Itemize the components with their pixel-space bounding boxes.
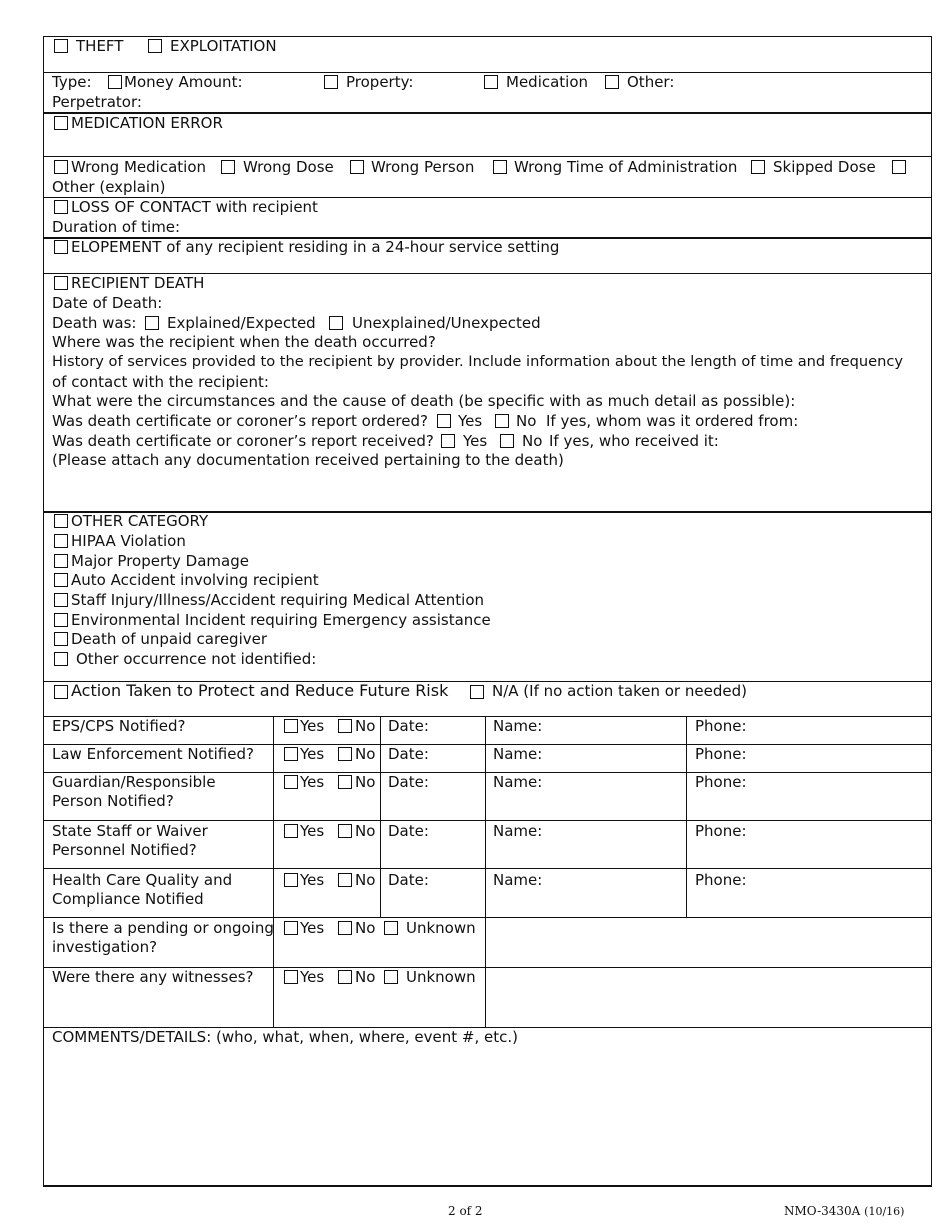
law-enforcement-label: Law Enforcement Notified? (52, 745, 254, 763)
form-revision: (10/16) (864, 1205, 905, 1218)
elopement-checkbox[interactable] (54, 240, 68, 254)
investigation-yes-checkbox[interactable] (284, 921, 298, 935)
na-label: N/A (If no action taken or needed) (492, 682, 747, 700)
other-occurrence-checkbox[interactable] (54, 652, 68, 666)
phone-label: Phone: (695, 822, 747, 840)
divider (43, 917, 932, 918)
date-label: Date: (388, 822, 429, 840)
loss-of-contact-title (71, 198, 318, 216)
explained-label: Explained/Expected (167, 314, 316, 332)
table-col-line (380, 716, 381, 917)
property-checkbox[interactable] (324, 75, 338, 89)
no-label: No (355, 871, 376, 889)
yes-label: Yes (300, 822, 325, 840)
no-label: No (355, 919, 376, 937)
theft-label: THEFT (76, 37, 124, 55)
action-taken-label: Action Taken to Protect and Reduce Future Risk (71, 681, 449, 700)
caregiver-death-checkbox[interactable] (54, 632, 68, 646)
other-explain-checkbox[interactable] (892, 160, 906, 174)
divider (43, 156, 932, 157)
comments-label: COMMENTS/DETAILS: (52, 1028, 212, 1046)
date-label: Date: (388, 871, 429, 889)
divider (43, 820, 932, 821)
comments-title (52, 1028, 518, 1046)
no-label: No (355, 968, 376, 986)
medication-label: Medication (506, 73, 589, 91)
recipient-death-title: RECIPIENT DEATH (71, 274, 205, 292)
eps-cps-label: EPS/CPS Notified? (52, 717, 186, 735)
staff-injury-label: Staff Injury/Illness/Accident requiring Medical Attention (71, 591, 484, 609)
state-staff-label: State Staff or Waiver (52, 822, 208, 840)
investigation-unknown-checkbox[interactable] (384, 921, 398, 935)
name-label: Name: (493, 773, 543, 791)
other-checkbox[interactable] (605, 75, 619, 89)
perpetrator-label: Perpetrator: (52, 93, 142, 111)
hcqc-no-checkbox[interactable] (338, 873, 352, 887)
yes-label: Yes (300, 745, 325, 763)
wrong-medication-label: Wrong Medication (71, 158, 206, 176)
table-col-line (273, 716, 274, 1027)
environmental-checkbox[interactable] (54, 613, 68, 627)
money-checkbox[interactable] (108, 75, 122, 89)
ordered-from-label: If yes, whom was it ordered from: (546, 412, 799, 430)
name-label: Name: (493, 871, 543, 889)
phone-label: Phone: (695, 717, 747, 735)
property-damage-checkbox[interactable] (54, 554, 68, 568)
medication-error-checkbox[interactable] (54, 116, 68, 130)
investigation-label: Is there a pending or ongoing (52, 919, 274, 937)
yes-label: Yes (300, 919, 325, 937)
history-question-cont: of contact with the recipient: (52, 373, 269, 391)
hipaa-label: HIPAA Violation (71, 532, 186, 550)
elopement-title (71, 238, 559, 256)
no-label: No (355, 717, 376, 735)
guardian-yes-checkbox[interactable] (284, 775, 298, 789)
no-label: No (355, 773, 376, 791)
property-damage-label: Major Property Damage (71, 552, 249, 570)
environmental-label: Environmental Incident requiring Emergency assistance (71, 611, 491, 629)
eps-yes-checkbox[interactable] (284, 719, 298, 733)
cert-ordered-question: Was death certificate or coroner’s report ordered? (52, 412, 428, 430)
other-category-title: OTHER CATEGORY (71, 512, 209, 530)
investigation-no-checkbox[interactable] (338, 921, 352, 935)
skipped-dose-checkbox[interactable] (751, 160, 765, 174)
cert-received-no-label: No (522, 432, 543, 450)
cert-ordered-yes-checkbox[interactable] (437, 414, 451, 428)
history-question: History of services provided to the recipient by provider. Include information about the length of time and frequency (52, 353, 904, 370)
elopement-label: ELOPEMENT (71, 238, 162, 256)
state-no-checkbox[interactable] (338, 824, 352, 838)
law-yes-checkbox[interactable] (284, 747, 298, 761)
yes-label: Yes (300, 968, 325, 986)
table-col-line (686, 716, 687, 917)
wrong-time-label: Wrong Time of Administration (514, 158, 738, 176)
unknown-label: Unknown (406, 968, 476, 986)
hcqc-label-cont: Compliance Notified (52, 890, 204, 908)
state-yes-checkbox[interactable] (284, 824, 298, 838)
unexplained-checkbox[interactable] (329, 316, 343, 330)
wrong-dose-label: Wrong Dose (243, 158, 334, 176)
cert-ordered-yes-label: Yes (458, 412, 483, 430)
type-label: Type: (52, 73, 92, 91)
elopement-suffix: of any recipient residing in a 24-hour service setting (166, 238, 560, 256)
date-label: Date: (388, 773, 429, 791)
phone-label: Phone: (695, 871, 747, 889)
received-by-label: If yes, who received it: (549, 432, 719, 450)
phone-label: Phone: (695, 745, 747, 763)
hcqc-label: Health Care Quality and (52, 871, 233, 889)
loss-of-contact-suffix: with recipient (215, 198, 318, 216)
wrong-person-checkbox[interactable] (350, 160, 364, 174)
unexplained-label: Unexplained/Unexpected (352, 314, 541, 332)
other-category-checkbox[interactable] (54, 514, 68, 528)
cert-received-question: Was death certificate or coroner’s report received? (52, 432, 434, 450)
name-label: Name: (493, 745, 543, 763)
other-label: Other: (627, 73, 675, 91)
no-label: No (355, 745, 376, 763)
duration-label: Duration of time: (52, 218, 181, 236)
loss-of-contact-label: LOSS OF CONTACT (71, 198, 211, 216)
other-explain-label: Other (explain) (52, 178, 166, 196)
eps-no-checkbox[interactable] (338, 719, 352, 733)
circumstances-question: What were the circumstances and the cause of death (be specific with as much detail as possible): (52, 392, 796, 410)
yes-label: Yes (300, 717, 325, 735)
yes-label: Yes (300, 871, 325, 889)
witnesses-yes-checkbox[interactable] (284, 970, 298, 984)
state-staff-label-cont: Personnel Notified? (52, 841, 197, 859)
explained-checkbox[interactable] (145, 316, 159, 330)
comments-area[interactable] (44, 1050, 931, 1184)
date-label: Date: (388, 717, 429, 735)
phone-label: Phone: (695, 773, 747, 791)
no-label: No (355, 822, 376, 840)
auto-accident-checkbox[interactable] (54, 573, 68, 587)
medication-checkbox[interactable] (484, 75, 498, 89)
yes-label: Yes (300, 773, 325, 791)
comments-hint: (who, what, when, where, event #, etc.) (216, 1028, 518, 1046)
caregiver-death-label: Death of unpaid caregiver (71, 630, 268, 648)
witnesses-unknown-checkbox[interactable] (384, 970, 398, 984)
wrong-medication-checkbox[interactable] (54, 160, 68, 174)
attach-note: (Please attach any documentation received pertaining to the death) (52, 451, 564, 469)
page-number: 2 of 2 (448, 1204, 483, 1218)
date-label: Date: (388, 745, 429, 763)
wrong-dose-checkbox[interactable] (221, 160, 235, 174)
cert-ordered-no-label: No (516, 412, 537, 430)
money-label: Money Amount: (124, 73, 243, 91)
recipient-death-checkbox[interactable] (54, 276, 68, 290)
auto-accident-label: Auto Accident involving recipient (71, 571, 319, 589)
table-col-line (485, 716, 486, 1027)
name-label: Name: (493, 717, 543, 735)
investigation-label-cont: investigation? (52, 938, 158, 956)
divider (43, 868, 932, 869)
witnesses-no-checkbox[interactable] (338, 970, 352, 984)
unknown-label: Unknown (406, 919, 476, 937)
guardian-no-checkbox[interactable] (338, 775, 352, 789)
witnesses-label: Were there any witnesses? (52, 968, 254, 986)
date-of-death-label: Date of Death: (52, 294, 163, 312)
medication-error-title: MEDICATION ERROR (71, 114, 223, 132)
name-label: Name: (493, 822, 543, 840)
hipaa-checkbox[interactable] (54, 534, 68, 548)
law-no-checkbox[interactable] (338, 747, 352, 761)
skipped-dose-label: Skipped Dose (773, 158, 876, 176)
wrong-time-checkbox[interactable] (493, 160, 507, 174)
cert-received-yes-checkbox[interactable] (441, 434, 455, 448)
exploitation-label: EXPLOITATION (170, 37, 277, 55)
loss-of-contact-checkbox[interactable] (54, 200, 68, 214)
cert-received-no-checkbox[interactable] (500, 434, 514, 448)
other-occurrence-label: Other occurrence not identified: (76, 650, 317, 668)
cert-ordered-no-checkbox[interactable] (495, 414, 509, 428)
death-was-label: Death was: (52, 314, 137, 332)
death-location-question: Where was the recipient when the death occurred? (52, 333, 436, 351)
form-number (784, 1204, 904, 1218)
guardian-label: Guardian/Responsible (52, 773, 216, 791)
wrong-person-label: Wrong Person (371, 158, 475, 176)
na-checkbox[interactable] (470, 685, 484, 699)
exploitation-checkbox[interactable] (148, 39, 162, 53)
staff-injury-checkbox[interactable] (54, 593, 68, 607)
guardian-label-cont: Person Notified? (52, 792, 174, 810)
hcqc-yes-checkbox[interactable] (284, 873, 298, 887)
property-label: Property: (346, 73, 414, 91)
theft-checkbox[interactable] (54, 39, 68, 53)
cert-received-yes-label: Yes (463, 432, 488, 450)
action-taken-checkbox[interactable] (54, 685, 68, 699)
form-id: NMO-3430A (784, 1204, 861, 1218)
